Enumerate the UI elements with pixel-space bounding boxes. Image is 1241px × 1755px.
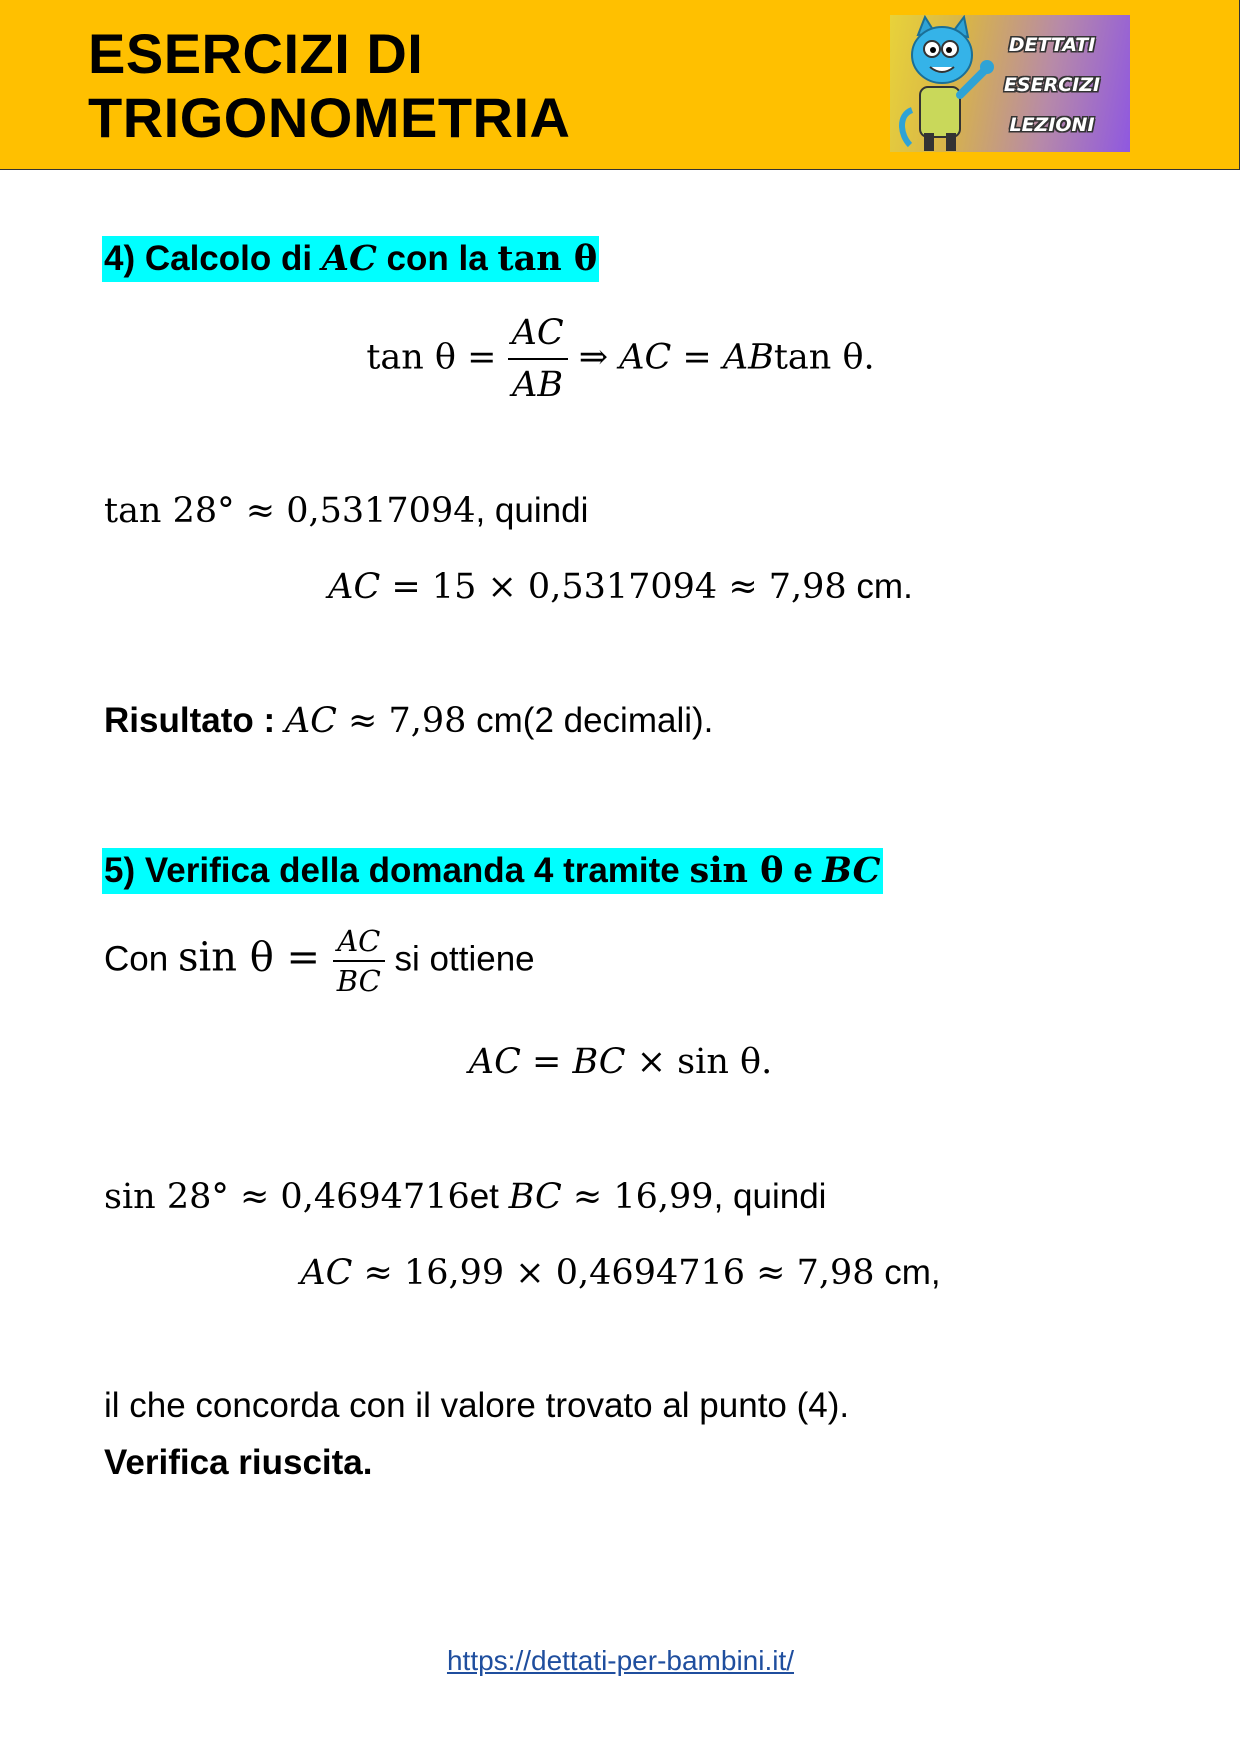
fraction-denominator: BC: [336, 964, 381, 998]
logo-word-dettati: DETTATI: [1008, 34, 1096, 56]
title-line-2: TRIGONOMETRIA: [88, 86, 571, 149]
ac-verify-math: ≈ 16,99 × 0,4694716 ≈ 7,98: [352, 1253, 875, 1293]
result-unit: cm(2 decimali).: [466, 701, 714, 740]
si-ottiene-text: si ottiene: [384, 939, 535, 979]
page-title: [88, 22, 570, 150]
tan-value-line: [104, 486, 588, 536]
sin-value-line: [104, 1172, 826, 1222]
ac-verify-unit: cm,: [874, 1253, 941, 1292]
ac-calc-var: AC: [328, 567, 381, 607]
sin-definition-fraction: [333, 922, 385, 1000]
fraction-numerator: AC: [333, 922, 385, 962]
implies-arrow: ⇒: [567, 337, 620, 378]
verifica-text: Verifica riuscita.: [104, 1443, 373, 1482]
section-4-heading-prefix: 4) Calcolo di: [104, 239, 322, 278]
section-4-heading: [102, 236, 599, 282]
ac-sin-formula-var1: AC: [468, 1042, 521, 1082]
sin-definition-line: [104, 922, 535, 1000]
section-5-heading: [102, 848, 883, 894]
result-line: [104, 696, 713, 746]
section-5-heading-func: sin θ: [689, 850, 784, 891]
section-5-heading-prefix: 5) Verifica della domanda 4 tramite: [104, 851, 690, 890]
cat-mascot-icon: [890, 15, 1000, 152]
site-logo: [890, 15, 1130, 152]
tan-value-math: tan 28° ≈ 0,5317094: [104, 491, 476, 531]
section-4-heading-func: tan θ: [497, 238, 598, 279]
logo-word-lezioni: LEZIONI: [1009, 114, 1095, 136]
ac-calc-unit: cm.: [846, 567, 913, 606]
ac-sin-formula-var2: BC: [572, 1042, 626, 1082]
tan-formula: [0, 308, 1241, 410]
verifica-line: [104, 1438, 372, 1488]
tan-formula-rhs-var2: AB: [722, 337, 774, 378]
logo-word-esercizi: ESERCIZI: [1003, 74, 1101, 96]
bc-math: ≈ 16,99: [561, 1177, 714, 1217]
result-label: Risultato :: [104, 701, 285, 740]
tan-value-text: , quindi: [475, 491, 589, 530]
ac-sin-formula-eq: =: [520, 1042, 573, 1082]
bc-var: BC: [508, 1177, 562, 1217]
section-5-heading-var: BC: [822, 850, 881, 891]
fraction-numerator: AC: [508, 308, 568, 360]
et-text: et: [469, 1177, 509, 1216]
tan-formula-lhs: tan θ =: [366, 337, 508, 378]
tan-formula-rhs-eq: =: [671, 337, 723, 378]
ac-calculation: [0, 562, 1241, 612]
ac-verification-calculation: [0, 1248, 1241, 1298]
ac-calc-math: = 15 × 0,5317094 ≈ 7,98: [380, 567, 847, 607]
tan-formula-rhs-tail: tan θ.: [773, 337, 875, 378]
logo-words: [992, 25, 1112, 145]
footer-link[interactable]: https://dettati-per-bambini.it/: [446, 1645, 795, 1676]
quindi-text: , quindi: [713, 1177, 827, 1216]
page-header: [0, 0, 1240, 170]
section-4-heading-var: AC: [321, 238, 377, 279]
concorda-text: il che concorda con il valore trovato al punto (4).: [104, 1386, 850, 1425]
section-4-heading-middle: con la: [376, 239, 498, 278]
section-5-heading-e: e: [783, 851, 823, 890]
ac-sin-formula-tail: × sin θ.: [625, 1042, 773, 1082]
result-math: ≈ 7,98: [336, 701, 467, 741]
sin-definition-math: sin θ =: [177, 934, 333, 981]
ac-sin-formula: [0, 1037, 1241, 1087]
con-text: Con: [104, 939, 178, 979]
ac-verify-var: AC: [300, 1253, 353, 1293]
fraction-denominator: AB: [512, 365, 564, 405]
tan-formula-fraction: [508, 308, 568, 410]
sin-value-math: sin 28° ≈ 0,4694716: [104, 1177, 470, 1217]
title-line-1: ESERCIZI DI: [88, 22, 424, 85]
result-var: AC: [284, 701, 337, 741]
concorda-line: [104, 1381, 849, 1431]
tan-formula-rhs-var: AC: [619, 337, 672, 378]
